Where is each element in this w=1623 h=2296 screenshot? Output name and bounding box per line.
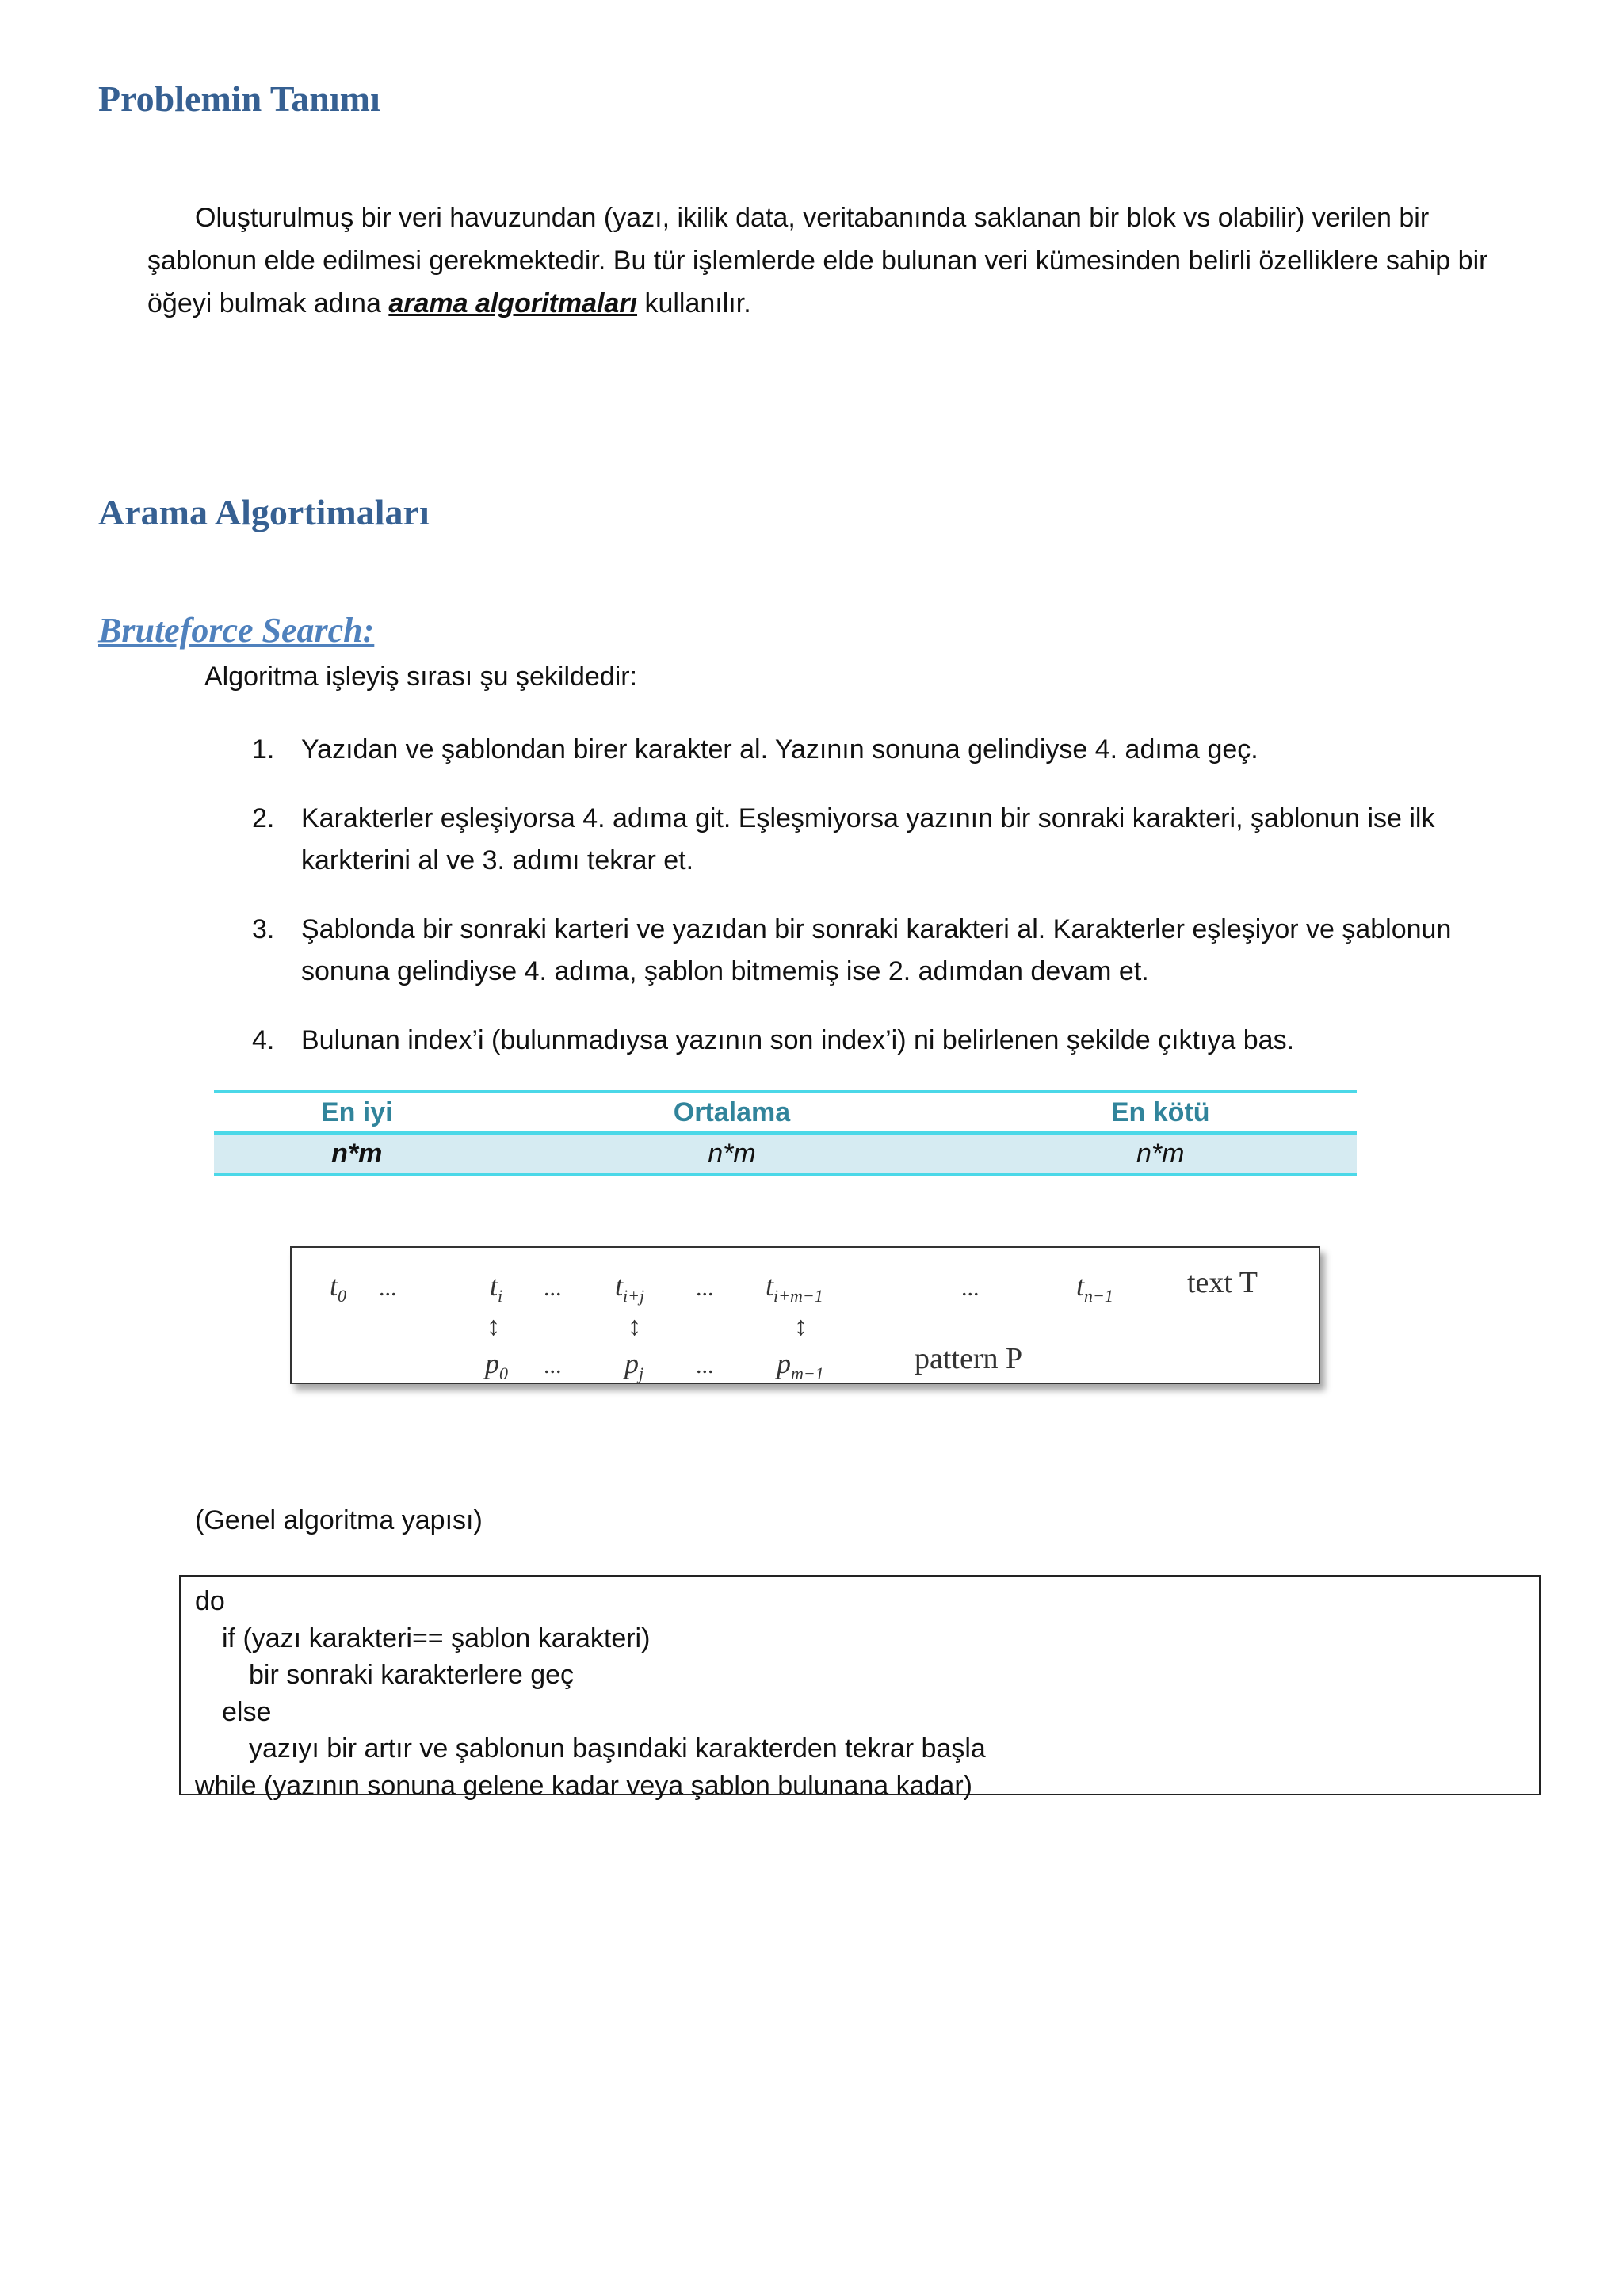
step-item	[252, 798, 1488, 882]
algorithm-steps	[252, 729, 1488, 1089]
ellipsis-4: ...	[961, 1275, 980, 1301]
code-line: bir sonraki karakterlere geç	[249, 1660, 575, 1690]
ellipsis-3: ...	[696, 1275, 714, 1301]
problem-text-end: kullanılır.	[637, 288, 751, 318]
step-number: 3.	[252, 914, 275, 944]
pj-label: $p_j$	[624, 1348, 644, 1383]
figure-diagram	[292, 1248, 1319, 1383]
ellipsis-2: ...	[544, 1275, 562, 1301]
step-text: Karakterler eşleşiyorsa 4. adıma git. Eşleşmiyorsa yazının bir sonraki karakteri, şablonun ise ilk karkterini al ve 3. adımı tekrar et.	[301, 803, 1435, 875]
step-item	[252, 909, 1488, 993]
complexity-header-row	[214, 1092, 1357, 1133]
ti-label: $t_i$	[490, 1270, 503, 1306]
step-text: Bulunan index’i (bulunmadıysa yazının son index’i) ni belirlenen şekilde çıktıya bas.	[301, 1025, 1295, 1055]
problem-text: Oluşturulmuş bir veri havuzundan (yazı, ikilik data, veritabanında saklanan bir blok vs olabilir) verilen bir şablonun elde edilmesi gerekmektedir. Bu tür işlemlerde elde bulunan veri kümesinden belirli özelliklere sahip bir öğeyi bulmak adına	[147, 203, 1488, 318]
ellipsis-6: ...	[696, 1352, 714, 1379]
section-title: Arama Algortimaları	[98, 492, 430, 532]
header-average: Ortalama	[500, 1092, 964, 1133]
page-title: Problemin Tanımı	[98, 78, 380, 119]
value-average: n*m	[500, 1133, 964, 1174]
code-line: while (yazının sonuna gelene kadar veya şablon bulunana kadar)	[195, 1770, 972, 1801]
step-item	[252, 1020, 1488, 1062]
code-line: yazıyı bir artır ve şablonun başındaki karakterden tekrar başla	[249, 1733, 986, 1764]
pm-label: $p_{m-1}$	[777, 1348, 824, 1383]
ellipsis-5: ...	[544, 1352, 562, 1379]
arrow-j: ↕	[628, 1312, 641, 1341]
p0-label: $p_0$	[485, 1348, 508, 1383]
problem-paragraph	[147, 196, 1510, 325]
arrow-m: ↕	[794, 1312, 808, 1341]
step-text: Şablonda bir sonraki karteri ve yazıdan bir sonraki karakteri al. Karakterler eşleşiyor ve şablonun sonuna gelindiyse 4. adıma, şablon bitmemiş ise 2. adımdan devam et.	[301, 914, 1452, 986]
code-line: if (yazı karakteri== şablon karakteri)	[222, 1623, 651, 1653]
tim-label: $t_{i+m-1}$	[766, 1270, 823, 1306]
step-number: 4.	[252, 1025, 275, 1055]
search-algorithms-link[interactable]: arama algoritmaları	[388, 288, 638, 318]
value-worst: n*m	[964, 1133, 1357, 1174]
step-number: 1.	[252, 734, 275, 765]
header-best: En iyi	[214, 1092, 500, 1133]
bruteforce-title: Bruteforce Search:	[98, 611, 375, 650]
code-line: else	[222, 1696, 272, 1727]
pattern-p-label: pattern P	[915, 1342, 1023, 1375]
complexity-value-row	[214, 1133, 1357, 1174]
ellipsis-1: ...	[379, 1275, 397, 1301]
complexity-table	[214, 1090, 1357, 1176]
step-item	[252, 729, 1488, 771]
arrow-i: ↕	[487, 1312, 500, 1341]
tn-label: $t_{n-1}$	[1076, 1270, 1113, 1306]
text-pattern-figure	[290, 1246, 1320, 1384]
value-best: n*m	[214, 1133, 500, 1174]
algorithm-intro: Algoritma işleyiş sırası şu şekildedir:	[204, 662, 638, 692]
code-line: do	[195, 1586, 225, 1616]
tij-label: $t_{i+j}$	[615, 1270, 645, 1306]
pseudocode-box	[179, 1575, 1541, 1801]
step-text: Yazıdan ve şablondan birer karakter al. Yazının sonuna gelindiyse 4. adıma geç.	[301, 734, 1258, 765]
t0-label: $t_0$	[330, 1270, 347, 1306]
text-t-label: text T	[1187, 1266, 1258, 1299]
figure-caption: (Genel algoritma yapısı)	[195, 1505, 483, 1535]
header-worst: En kötü	[964, 1092, 1357, 1133]
step-number: 2.	[252, 803, 275, 833]
